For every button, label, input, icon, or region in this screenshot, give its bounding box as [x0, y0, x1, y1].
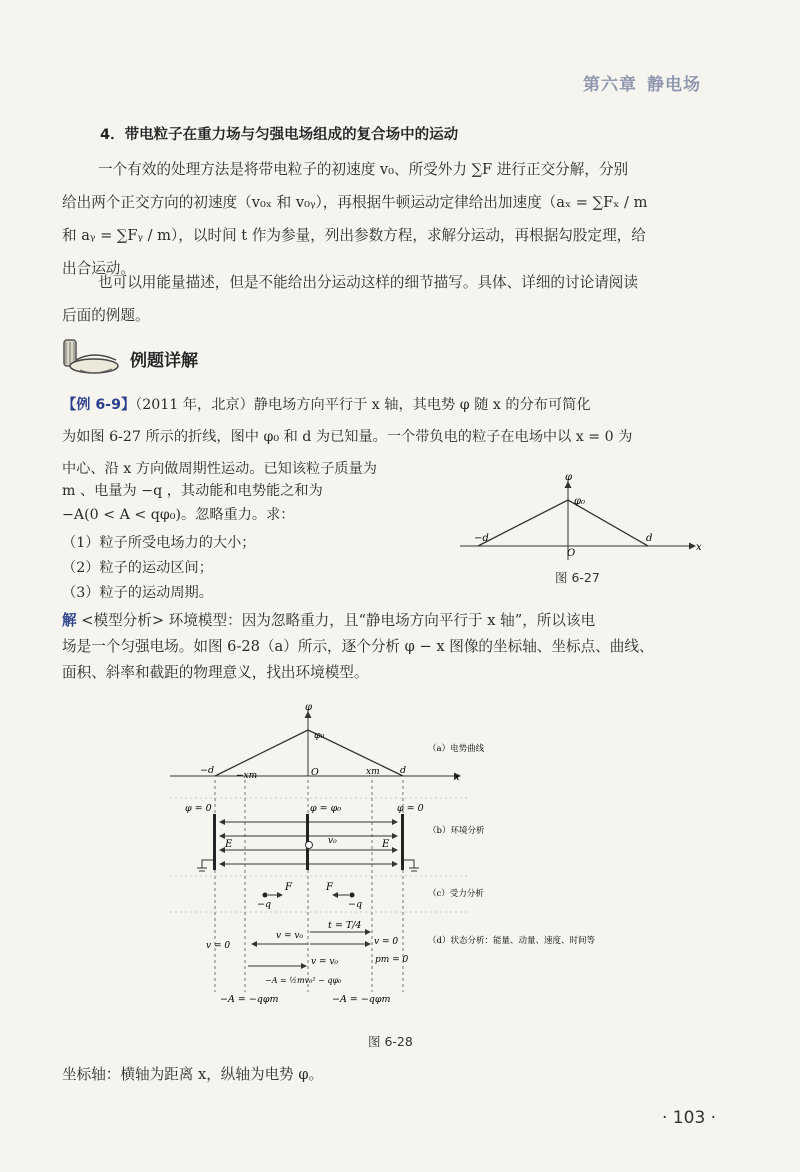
example-question-3: （3）粒子的运动周期。 — [62, 585, 213, 601]
fig28-field-e-right: E — [382, 839, 390, 850]
paragraph-line: 后面的例题。 — [62, 307, 150, 324]
solution-line-1 — [62, 608, 595, 634]
fig28-v-v0-top: v = v₀ — [276, 931, 304, 941]
tick-d: d — [646, 533, 653, 544]
paragraph-line: 出合运动。 — [62, 260, 135, 277]
fig28-phi-zero-right: φ = 0 — [397, 803, 424, 814]
solution-text: <模型分析> 环境模型：因为忽略重力，且“静电场方向平行于 x 轴”，所以该电 — [81, 612, 596, 629]
fig28-charge-right-label: −q — [348, 899, 363, 910]
fig28-time-label: t = T/4 — [328, 920, 362, 931]
example-tag: 【例 6-9】 — [62, 397, 136, 413]
example-question-2: （2）粒子的运动区间； — [62, 560, 213, 576]
figure-6-28 — [170, 700, 630, 1020]
fig28-charge-left-label: −q — [257, 899, 272, 910]
fig28-tick-neg-xm: −xm — [236, 771, 258, 781]
tick-neg-d: −d — [474, 533, 489, 544]
section-heading: 4．带电粒子在重力场与匀强电场组成的复合场中的运动 — [100, 127, 459, 143]
chapter-title: 静电场 — [647, 75, 701, 95]
fig28-charge-left — [263, 893, 268, 898]
example-line-1 — [62, 392, 591, 418]
fig28-panel-d-label: （d）状态分析：能量、动量、速度、时间等 — [428, 936, 595, 946]
fig28-force-f-left: F — [285, 882, 292, 893]
fig28-force-f-right: F — [326, 882, 333, 893]
paragraph-line: 和 aᵧ = ∑Fᵧ / m），以时间 t 作为参量，列出参数方程，求解分运动，再根据勾股定理，给 — [62, 227, 646, 244]
fig28-v0-label: v₀ — [328, 836, 337, 846]
fig28-panel-b-label: （b）环境分析 — [428, 826, 485, 836]
paragraph-line: 也可以用能量描述，但是不能给出分运动这样的细节描写。具体、详细的讨论请阅读 — [98, 274, 638, 291]
figure-6-27-caption: 图 6-27 — [555, 570, 600, 585]
fig28-phi-peak-mid: φ = φ₀ — [310, 803, 342, 814]
fig28-phi-zero-left: φ = 0 — [185, 803, 212, 814]
closing-line: 坐标轴：横轴为距离 x，纵轴为电势 φ。 — [62, 1066, 324, 1083]
fig28-axis-x-label: x — [454, 772, 460, 783]
solution-line-3: 面积、斜率和截距的物理意义，找出环境模型。 — [62, 664, 369, 681]
origin-label: O — [567, 548, 576, 559]
example-line-3: 中心、沿 x 方向做周期性运动。已知该粒子质量为 — [62, 461, 377, 477]
fig28-v-zero-left: v = 0 — [206, 941, 231, 951]
fig28-charge — [306, 842, 313, 849]
chapter-header — [583, 70, 701, 95]
fig28-field-e-left: E — [225, 839, 233, 850]
potential-curve — [478, 500, 648, 546]
example-line-5: −A(0 < A < qφ₀)。忽略重力。求： — [62, 507, 295, 523]
figure-6-27 — [450, 470, 710, 570]
fig28-v-zero-right: v = 0 — [374, 937, 399, 947]
fig28-tick-d: d — [400, 765, 407, 776]
fig28-charge-right — [350, 893, 355, 898]
example-line-2: 为如图 6-27 所示的折线，图中 φ₀ 和 d 为已知量。一个带负电的粒子在电场中以 x = 0 为 — [62, 429, 633, 445]
fig28-tick-origin: O — [311, 767, 319, 778]
fig28-v-v0-bottom: v = v₀ — [311, 957, 339, 967]
example-text: （2011 年，北京）静电场方向平行于 x 轴，其电势 φ 随 x 的分布可简化 — [135, 397, 591, 413]
fig28-energy-equation: −A = ½mv₀² − qφ₀ — [265, 976, 342, 985]
fig28-energy-right: −A = −qφm — [332, 994, 391, 1005]
example-banner-title: 例题详解 — [130, 351, 198, 371]
fig28-pm-zero: pm = 0 — [375, 955, 409, 965]
peak-label: φ₀ — [574, 496, 586, 507]
axis-x-label: x — [696, 542, 702, 553]
fig28-axis-phi-label: φ — [305, 702, 313, 713]
chapter-number: 第六章 — [583, 75, 637, 95]
figure-6-28-caption: 图 6-28 — [368, 1034, 413, 1049]
fig28-tick-xm: xm — [366, 767, 380, 777]
fig28-tick-neg-d: −d — [200, 765, 215, 776]
solution-label: 解 — [62, 612, 77, 629]
paragraph-line: 给出两个正交方向的初速度（v₀ₓ 和 v₀ᵧ），再根据牛顿运动定律给出加速度（aₓ = ∑Fₓ / m — [62, 194, 648, 211]
axis-phi-label: φ — [565, 472, 573, 483]
paragraph-energy — [62, 266, 722, 332]
page-number: · 103 · — [662, 1108, 717, 1128]
fig28-panel-a-label: （a）电势曲线 — [428, 744, 485, 754]
example-banner-icon — [60, 336, 130, 378]
example-question-1: （1）粒子所受电场力的大小； — [62, 535, 256, 551]
fig28-energy-left: −A = −qφm — [220, 994, 279, 1005]
fig28-panel-c-label: （c）受力分析 — [428, 889, 484, 899]
solution-line-2: 场是一个匀强电场。如图 6-28（a）所示，逐个分析 φ − x 图像的坐标轴、坐标点、曲线、 — [62, 638, 654, 655]
paragraph-line: 一个有效的处理方法是将带电粒子的初速度 v₀、所受外力 ∑F 进行正交分解，分别 — [98, 161, 629, 178]
example-line-4: m 、电量为 −q ，其动能和电势能之和为 — [62, 483, 323, 499]
fig28-peak-label: φ₀ — [314, 730, 325, 741]
